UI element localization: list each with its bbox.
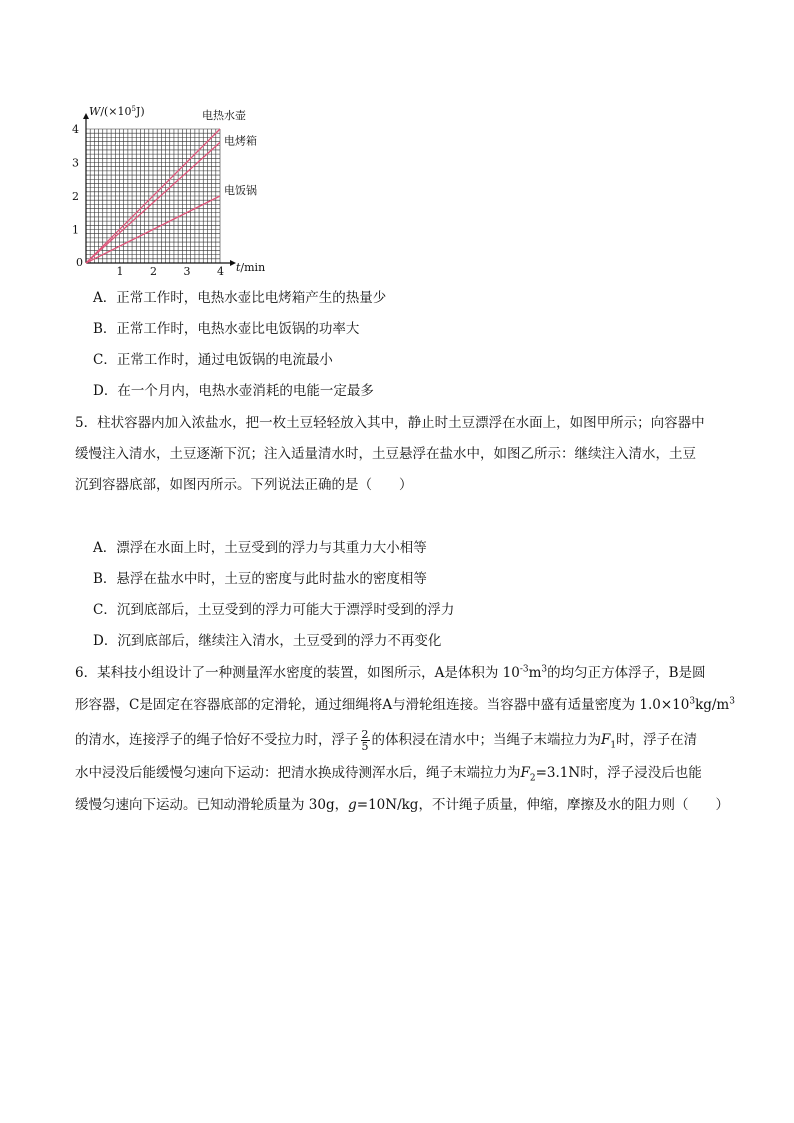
q4-option-d: D．在一个月内，电热水壶消耗的电能一定最多	[93, 383, 374, 399]
q5-stem-line2: 缓慢注入清水，土豆逐渐下沉；注入适量清水时，土豆悬浮在盐水中，如图乙所示：继续注入清水，土豆	[75, 446, 696, 462]
q5-option-c: C．沉到底部后，土豆受到的浮力可能大于漂浮时受到的浮力	[93, 602, 455, 618]
q5-option-b: B．悬浮在盐水中时，土豆的密度与此时盐水的密度相等	[93, 571, 427, 587]
y-tick-label: 3	[72, 156, 79, 170]
y-axis-label: $W/(\times 10^5J)$	[89, 105, 145, 118]
q4-option-a: A．正常工作时，电热水壶比电烤箱产生的热量少	[93, 290, 387, 306]
fraction-two-fifths: $\frac{2}{5}$	[361, 728, 369, 753]
series-label: 电热水壶	[202, 109, 246, 122]
y-tick-label: 2	[72, 190, 79, 203]
series-label: 电烤箱	[224, 134, 257, 148]
q6-stem-line5: 缓慢匀速向下运动。已知动滑轮质量为 30g，g=10N/kg，不计绳子质量，伸缩，摩擦及水的阻力则（ ）	[75, 797, 729, 813]
q6-stem-line2: 形容器，C是固定在容器底部的定滑轮，通过细绳将A与滑轮组连接。当容器中盛有适量密度为 $1.0\times 10^3kg/m^3$	[75, 696, 735, 713]
origin-label: 0	[76, 256, 83, 269]
x-tick-label: 1	[116, 265, 124, 278]
x-tick-label: 2	[150, 265, 157, 278]
q6-stem-line1: 6．某科技小组设计了一种测量浑水密度的装置，如图所示，A是体积为 $10^{-3}m^3$的均匀正方体浮子，B是圆	[75, 664, 706, 681]
x-axis-label: t/min	[236, 261, 266, 274]
q5-option-d: D．沉到底部后，继续注入清水，土豆受到的浮力不再变化	[93, 633, 442, 649]
y-tick-label: 4	[72, 123, 79, 136]
q6-stem-line3: 的清水，连接浮子的绳子恰好不受拉力时，浮子 $\frac{2}{5}$ 的体积浸在清水中；当绳子末端拉力为$F_1$时，浮子在清	[75, 728, 698, 753]
series-label: 电饭锅	[224, 184, 257, 197]
q4-option-b: B．正常工作时，电热水壶比电饭锅的功率大	[93, 321, 360, 337]
q5-stem-line1: 5．柱状容器内加入浓盐水，把一枚土豆轻轻放入其中，静止时土豆漂浮在水面上，如图甲所示；向容器中	[75, 415, 705, 431]
x-tick-label: 3	[183, 265, 191, 278]
x-tick-label: 4	[217, 265, 224, 278]
q4-option-c: C．正常工作时，通过电饭锅的电流最小	[93, 352, 333, 368]
q5-option-a: A．漂浮在水面上时，土豆受到的浮力与其重力大小相等	[93, 540, 427, 556]
y-tick-label: 1	[72, 223, 79, 237]
q5-stem-line3: 沉到容器底部，如图丙所示。下列说法正确的是（ ）	[75, 477, 413, 493]
q6-stem-line4: 水中浸没后能缓慢匀速向下运动：把清水换成待测浑水后，绳子末端拉力为$F_2=3.1N$时，浮子浸没后也能	[75, 765, 702, 784]
energy-time-chart	[60, 100, 290, 280]
